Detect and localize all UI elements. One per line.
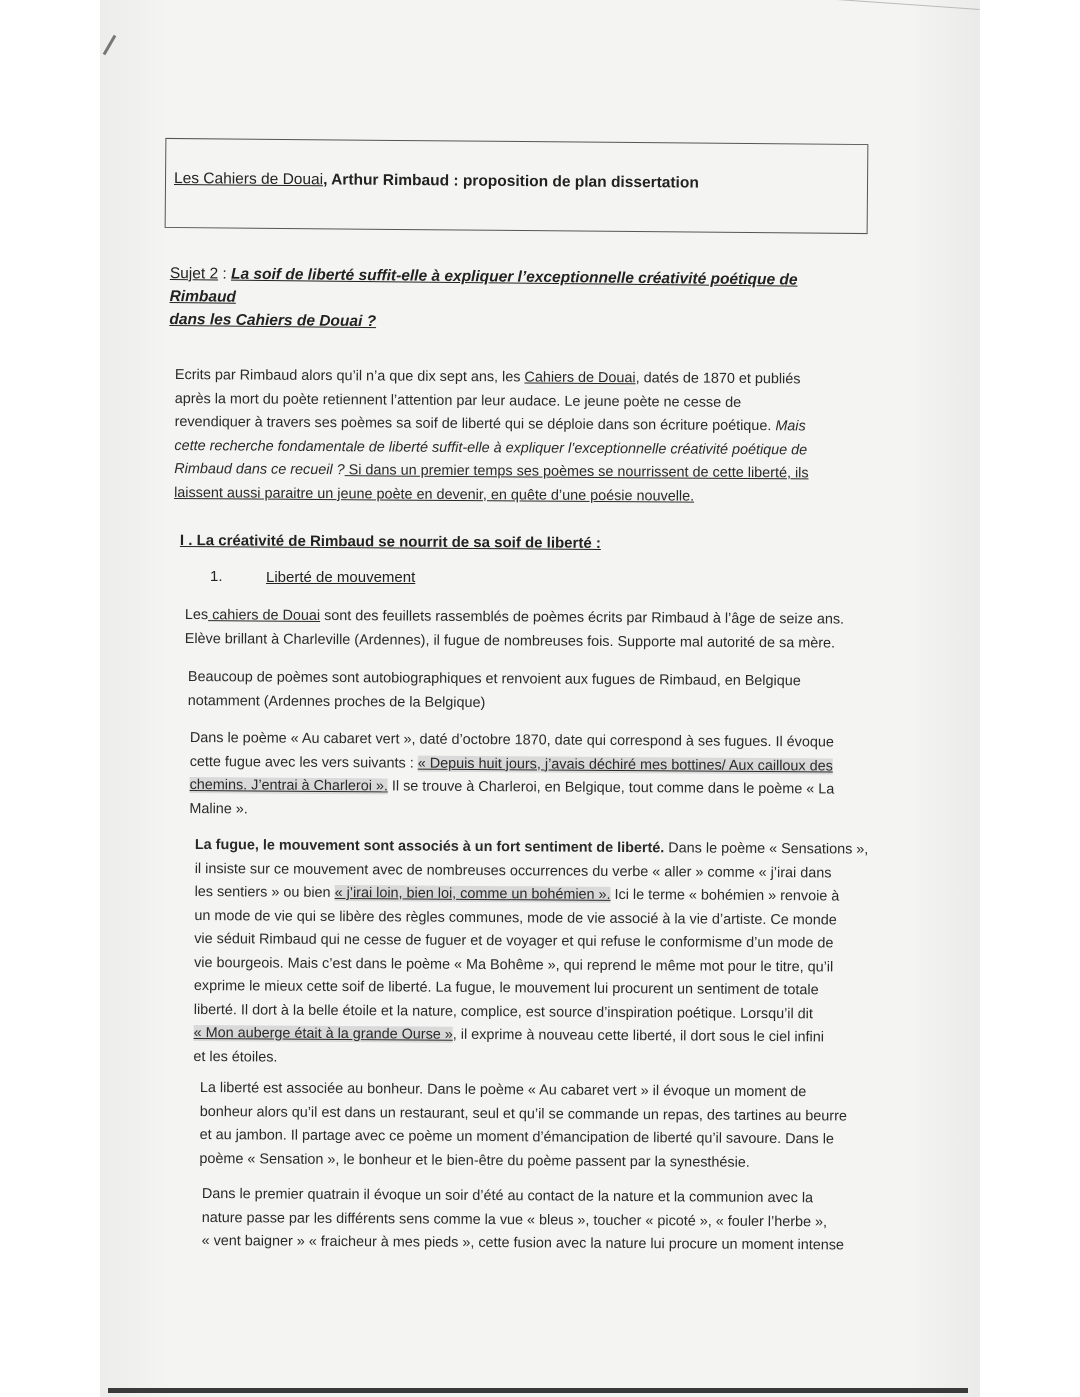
intro-text: , datés de 1870 et publiés bbox=[635, 370, 801, 388]
p4-text: il insiste sur ce mouvement avec de nombreuses occurrences du verbe « aller » comme « j’irai dans bbox=[194, 860, 832, 881]
subsection-title: Liberté de mouvement bbox=[266, 569, 416, 586]
subject bbox=[169, 262, 850, 338]
intro-text: après la mort du poète retiennent l’attention par leur audace. Le jeune poète ne cesse de bbox=[174, 390, 742, 411]
intro-plan: Si dans un premier temps ses poèmes se nourrissent de cette liberté, ils bbox=[344, 462, 809, 482]
p5-text: bonheur alors qu’il est dans un restaurant, seul et qu’il se commande un repas, des tartines au beurre bbox=[199, 1103, 847, 1125]
p3-text: Dans le poème « Au cabaret vert », daté d’octobre 1870, date qui correspond à ses fugues. Il évoque bbox=[189, 729, 834, 751]
p5-text: et au jambon. Il partage avec ce poème un moment d’émancipation de liberté qu’il savoure. Dans le bbox=[199, 1126, 834, 1148]
p3-text: Il se trouve à Charleroi, en Belgique, tout comme dans le poème « La bbox=[387, 778, 835, 798]
p4-text: Ici le terme « bohémien » renvoie à bbox=[610, 886, 840, 905]
paragraph-2 bbox=[188, 666, 878, 718]
subject-question-2: dans les Cahiers de Douai ? bbox=[169, 310, 377, 331]
p1-text: Les bbox=[184, 606, 209, 624]
p5-text: La liberté est associée au bonheur. Dans le poème « Au cabaret vert » il évoque un moment de bbox=[199, 1079, 807, 1101]
p4-text: vie bourgeois. Mais c’est dans le poème « Ma Bohême », qui reprend le même mot pour le titre, qu’il bbox=[194, 954, 834, 975]
intro-question: cette recherche fondamentale de liberté suffit-elle à expliquer l’exceptionnelle créativité poétique de bbox=[174, 437, 808, 458]
document-title bbox=[174, 170, 699, 193]
p1-book: cahiers de Douai bbox=[208, 607, 321, 624]
subsection-number: 1. bbox=[210, 568, 223, 585]
p4-text: , il exprime à nouveau cette liberté, il dort sous le ciel infini bbox=[452, 1026, 825, 1046]
p4-text: Dans le poème « Sensations », bbox=[664, 840, 869, 858]
p4-text: un mode de vie qui se libère des règles communes, mode de vie associé à la vie d’artiste. Ce monde bbox=[194, 907, 837, 928]
section-1-title: I . La créativité de Rimbaud se nourrit de sa soif de liberté : bbox=[179, 532, 601, 552]
intro-book: Cahiers de Douai bbox=[524, 369, 636, 387]
subject-question-1: La soif de liberté suffit-elle à expliquer l’exceptionnelle créativité poétique de Rimbaud bbox=[169, 265, 798, 306]
p3-text: cette fugue avec les vers suivants : bbox=[189, 753, 418, 772]
p6-text: « vent baigner » « fraicheur à mes pieds », cette fusion avec la nature lui procure un moment intense bbox=[201, 1232, 844, 1254]
intro-paragraph bbox=[174, 364, 865, 510]
title-rest: , Arthur Rimbaud : proposition de plan dissertation bbox=[323, 171, 699, 192]
p4-text: liberté. Il dort à la belle étoile et la nature, complice, est source d’inspiration poétique. Lorsqu’il dit bbox=[193, 1001, 813, 1022]
p4-quote: « Mon auberge était à la grande Ourse » bbox=[193, 1024, 453, 1043]
p5-text: poème « Sensation », le bonheur et le bien-être du poème passent par la synesthésie. bbox=[199, 1150, 750, 1171]
intro-question: Mais bbox=[775, 418, 806, 435]
p4-text: vie séduit Rimbaud qui ne cesse de fuguer et de voyager et qui refuse le conformisme d’un mode de bbox=[194, 930, 834, 952]
intro-question: Rimbaud dans ce recueil ? bbox=[174, 460, 345, 479]
p2-text: Beaucoup de poèmes sont autobiographiques et renvoient aux fugues de Rimbaud, en Belgique bbox=[187, 668, 801, 690]
paragraph-5 bbox=[199, 1077, 890, 1176]
p4-text: et les étoiles. bbox=[193, 1048, 278, 1066]
p2-text: notamment (Ardennes proches de la Belgique) bbox=[187, 692, 486, 711]
p4-key-sentence: La fugue, le mouvement sont associés à un fort sentiment de liberté. bbox=[194, 836, 665, 857]
intro-plan: laissent aussi paraitre un jeune poète en devenir, en quête d’une poésie nouvelle. bbox=[174, 484, 695, 505]
p6-text: Dans le premier quatrain il évoque un soir d’été au contact de la nature et la communion avec la bbox=[201, 1185, 814, 1207]
p4-quote: « j’irai loin, bien loi, comme un bohémien ». bbox=[334, 884, 611, 903]
intro-text: Ecrits par Rimbaud alors qu’il n’a que dix sept ans, les bbox=[174, 366, 525, 386]
paragraph-4 bbox=[193, 834, 885, 1074]
p3-quote: « Depuis huit jours, j’avais déchiré mes bottines/ Aux cailloux des bbox=[417, 755, 833, 774]
p6-text: nature passe par les différents sens comme la vue « bleus », toucher « picoté », « fouler l’herbe », bbox=[201, 1209, 828, 1230]
p4-text: les sentiers » ou bien bbox=[194, 883, 335, 901]
page-bottom-edge bbox=[108, 1388, 968, 1393]
p1-text: Elève brillant à Charleville (Ardennes), il fugue de nombreuses fois. Supporte mal autorité de sa mère. bbox=[184, 630, 836, 652]
p3-quote: chemins. J’entrai à Charleroi ». bbox=[189, 776, 389, 795]
p1-text: sont des feuillets rassemblés de poèmes écrits par Rimbaud à l’âge de seize ans. bbox=[320, 607, 845, 628]
paragraph-3 bbox=[189, 727, 880, 826]
intro-text: revendiquer à travers ses poèmes sa soif de liberté qui se déploie dans son écriture poétique. bbox=[174, 413, 776, 435]
subject-sep: : bbox=[218, 265, 232, 283]
paragraph-6 bbox=[202, 1183, 892, 1258]
p4-text: exprime le mieux cette soif de liberté. La fugue, le mouvement lui procurent un sentiment de totale bbox=[193, 977, 819, 999]
paragraph-1 bbox=[185, 604, 875, 656]
subject-label: Sujet 2 bbox=[169, 264, 219, 283]
title-box bbox=[165, 138, 869, 234]
p3-text: Maline ». bbox=[189, 800, 248, 817]
title-book: Les Cahiers de Douai bbox=[173, 170, 324, 189]
